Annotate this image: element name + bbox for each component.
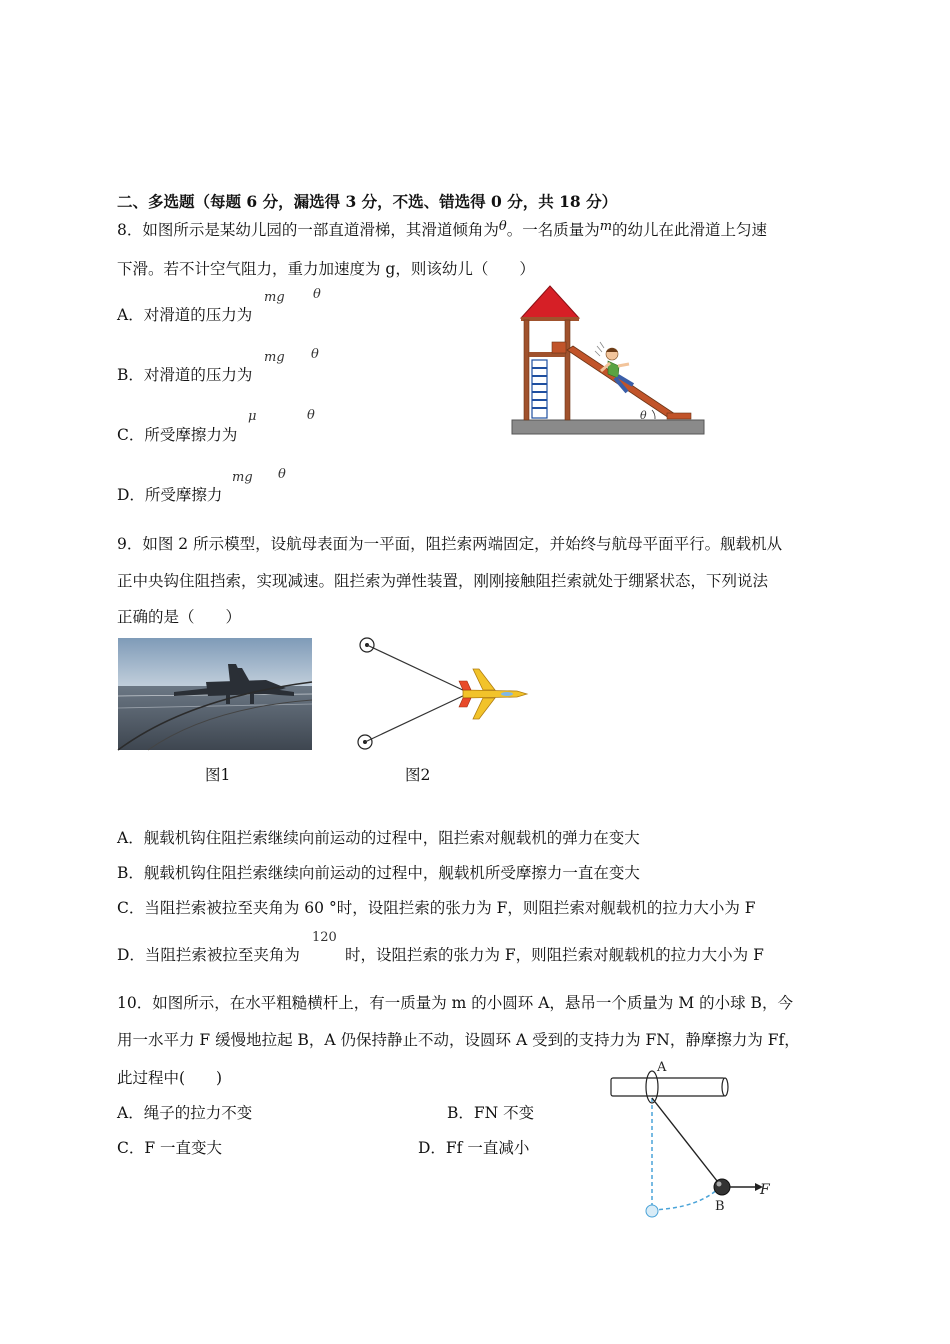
q8-option-d-sup2: θ [278,467,286,482]
q10-option-b: B．FN 不变 [447,1104,535,1122]
q9-line1: 9．如图 2 所示模型，设航母表面为一平面，阻拦索两端固定，并始终与航母平面平行。舰载机从 [117,535,783,553]
q10-option-a: A．绳子的拉力不变 [117,1104,253,1122]
q8-option-c: C．所受摩擦力为 [117,426,238,444]
fighter-jet-icon [459,669,527,719]
q8-option-c-sup2: θ [307,408,315,423]
q10-option-c: C．F 一直变大 [117,1139,223,1157]
q9-line3: 正确的是（ ） [117,608,242,626]
q8-line1-a: 8．如图所示是某幼儿园的一部直道滑梯，其滑道倾角为 [117,221,499,239]
q8-theta: θ [498,219,507,234]
ball-b [714,1179,730,1195]
q9-option-a: A．舰载机钩住阻拦索继续向前运动的过程中，阻拦索对舰载机的弹力在变大 [117,829,640,847]
fig2-caption: 图2 [405,766,431,784]
q8-option-a-sup2: θ [313,287,321,302]
q8-option-a: A．对滑道的压力为 [117,306,253,324]
ground-base [512,420,704,434]
slide-end [667,413,691,419]
q8-line1-b: 。一名质量为 [506,221,600,239]
q10-line1: 10．如图所示，在水平粗糙横杆上，有一质量为 m 的小圆环 A，悬吊一个质量为 M 的小球 B，今 [117,994,793,1012]
q8-m: m [599,219,613,234]
slide-top-box [552,342,566,353]
q8-option-b-sup1: mg [264,350,285,365]
q8-option-d-sup1: mg [232,470,253,485]
tower-post-left [524,320,529,420]
rope [652,1098,721,1186]
theta-arc [652,410,655,419]
q9-option-d-b: 时，设阻拦索的张力为 F，则阻拦索对舰载机的拉力大小为 F [345,946,764,964]
q8-option-b: B．对滑道的压力为 [117,366,253,384]
initial-ball [646,1205,658,1217]
q9-line2: 正中央钩住阻挡索，实现减速。阻拦索为弹性装置，刚刚接触阻拦索就处于绷紧状态，下列说法 [117,572,769,590]
q8-line1-c: 的幼儿在此滑道上匀速 [612,221,768,239]
tower-post-right [565,320,570,420]
fig1-caption: 图1 [205,766,231,784]
arrest-cable-diagram [355,633,535,753]
q8-line1 [117,218,767,240]
label-a: A [657,1060,667,1075]
q8-line2: 下滑。若不计空气阻力，重力加速度为 g，则该幼儿（ ） [117,260,535,278]
figure-theta-label: θ [640,409,647,422]
q10-line3: 此过程中( ) [117,1069,223,1087]
q8-option-c-sup1: μ [248,409,257,424]
q8-option-a-sup1: mg [264,290,285,305]
q9-option-d-sup: 120 [312,930,337,945]
q10-line2: 用一水平力 F 缓慢地拉起 B，A 仍保持静止不动，设圆环 A 受到的支持力为 FN，静摩擦力为 Ff， [117,1031,800,1049]
q9-option-c: C．当阻拦索被拉至夹角为 60 °时，设阻拦索的张力为 F，则阻拦索对舰载机的拉力大小为 F [117,899,756,917]
ring-ball-diagram [605,1058,785,1228]
label-b: B [715,1199,725,1214]
q10-option-d: D．Ff 一直减小 [418,1139,530,1157]
label-f: F [760,1182,770,1198]
q9-option-d-a: D．当阻拦索被拉至夹角为 [117,946,300,964]
horizontal-rod [611,1078,725,1096]
jet-landing-photo [118,638,312,750]
q8-option-b-sup2: θ [311,347,319,362]
section-heading: 二、多选题（每题 6 分，漏选得 3 分，不选、错选得 0 分，共 18 分） [117,192,618,211]
q9-option-b: B．舰载机钩住阻拦索继续向前运动的过程中，舰载机所受摩擦力一直在变大 [117,864,640,882]
q8-option-d: D．所受摩擦力 [117,486,223,504]
slide-figure [505,282,710,440]
tower-roof [521,286,579,318]
